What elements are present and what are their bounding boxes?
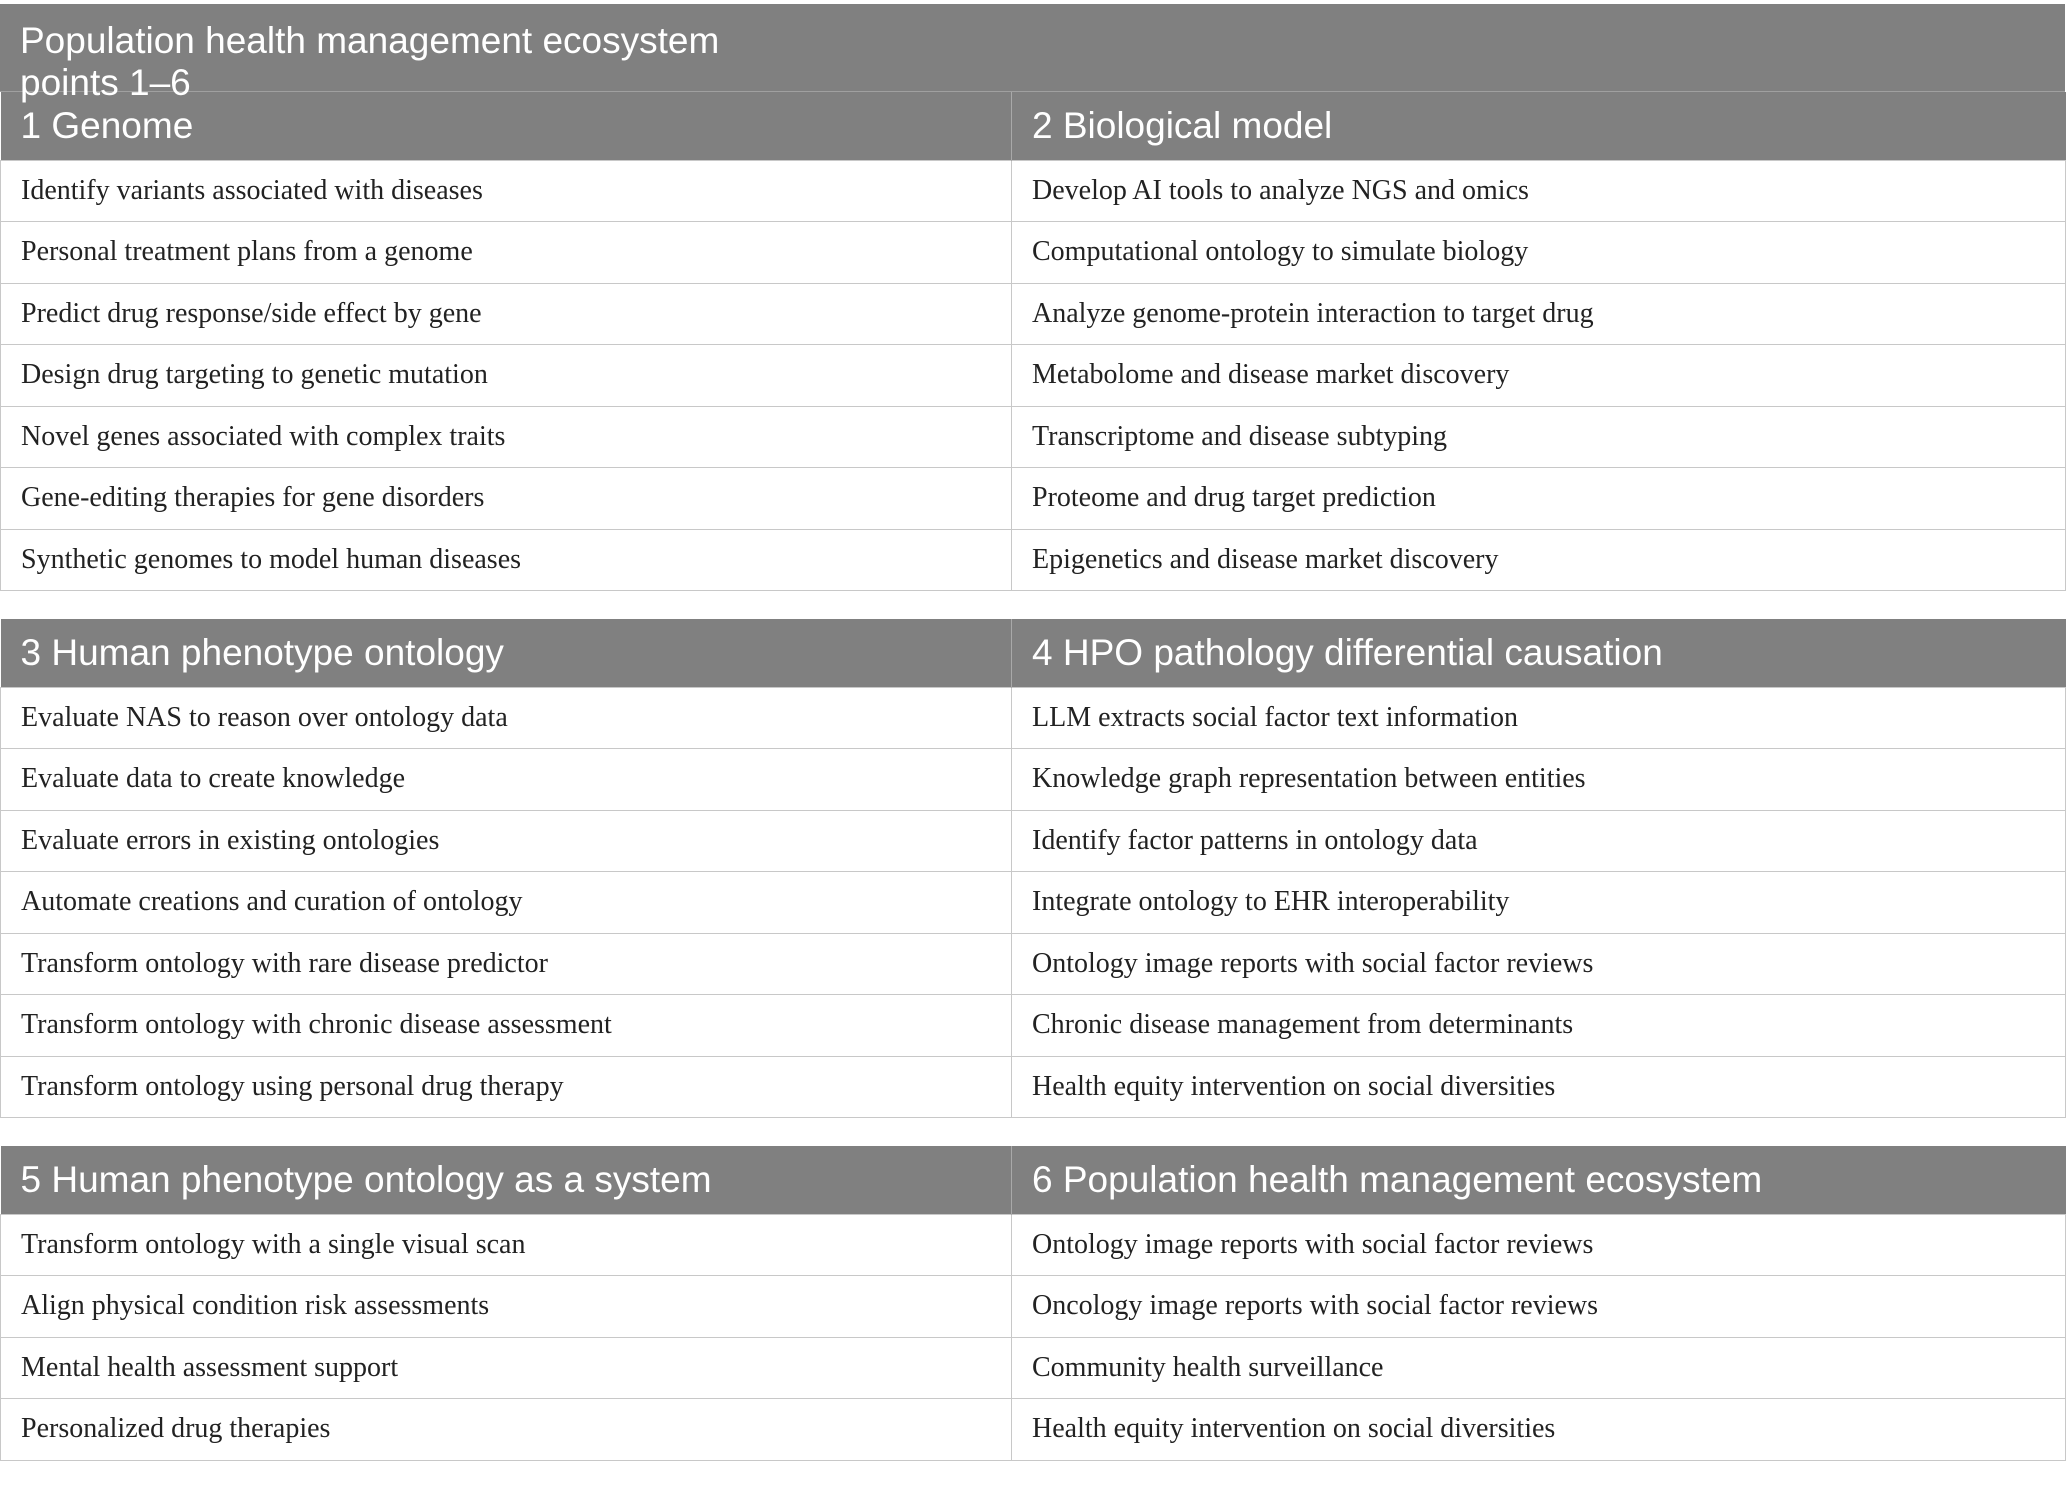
table-cell-right: Ontology image reports with social factor reviews [1012,933,2066,995]
table-cell-left: Align physical condition risk assessments [1,1276,1012,1338]
table-cell-left: Evaluate errors in existing ontologies [1,810,1012,872]
table-row [1,345,2066,407]
table-cell-right: Develop AI tools to analyze NGS and omics [1012,160,2066,222]
section-gap [0,1118,2065,1146]
section-table-2 [0,619,2066,1118]
table-cell-left: Transform ontology with rare disease predictor [1,933,1012,995]
table-cell-left: Novel genes associated with complex traits [1,406,1012,468]
table-cell-left: Automate creations and curation of ontology [1,872,1012,934]
table-cell-left: Design drug targeting to genetic mutation [1,345,1012,407]
table-cell-left: Personalized drug therapies [1,1399,1012,1461]
table-cell-left: Synthetic genomes to model human diseases [1,529,1012,591]
table-row [1,222,2066,284]
section-header-right: 2 Biological model [1012,92,2066,160]
table-cell-right: Metabolome and disease market discovery [1012,345,2066,407]
section-header-row [1,1146,2066,1214]
table-row [1,1399,2066,1461]
table-row [1,749,2066,811]
table-cell-right: Health equity intervention on social diversities [1012,1056,2066,1118]
table-cell-right: Identify factor patterns in ontology data [1012,810,2066,872]
table-row [1,995,2066,1057]
table-row [1,1337,2066,1399]
table-row [1,687,2066,749]
table-cell-right: Ontology image reports with social factor reviews [1012,1214,2066,1276]
table-cell-left: Gene-editing therapies for gene disorders [1,468,1012,530]
table-title-line-2: points 1–6 [20,62,191,103]
section-header-right: 4 HPO pathology differential causation [1012,619,2066,687]
section-table-3 [0,1146,2066,1461]
section-gap [0,591,2065,619]
table-row [1,283,2066,345]
table-cell-right: Transcriptome and disease subtyping [1012,406,2066,468]
table-cell-right: Analyze genome-protein interaction to target drug [1012,283,2066,345]
table-cell-right: Knowledge graph representation between entities [1012,749,2066,811]
table-cell-left: Transform ontology using personal drug therapy [1,1056,1012,1118]
table-row [1,160,2066,222]
table-row [1,1056,2066,1118]
section-header-left: 3 Human phenotype ontology [1,619,1012,687]
table-row [1,933,2066,995]
table-cell-right: Proteome and drug target prediction [1012,468,2066,530]
table-row [1,406,2066,468]
table-title [0,4,2065,103]
table-row [1,529,2066,591]
section-header-left: 5 Human phenotype ontology as a system [1,1146,1012,1214]
section-header-right: 6 Population health management ecosystem [1012,1146,2066,1214]
table-cell-left: Identify variants associated with diseases [1,160,1012,222]
table-cell-right: Integrate ontology to EHR interoperability [1012,872,2066,934]
table-cell-right: Community health surveillance [1012,1337,2066,1399]
table-cell-left: Evaluate data to create knowledge [1,749,1012,811]
table-cell-left: Transform ontology with a single visual scan [1,1214,1012,1276]
table-cell-left: Mental health assessment support [1,1337,1012,1399]
table-cell-right: Computational ontology to simulate biology [1012,222,2066,284]
section-table-1 [0,92,2066,591]
table-cell-right: Oncology image reports with social factor reviews [1012,1276,2066,1338]
table-cell-left: Personal treatment plans from a genome [1,222,1012,284]
table-cell-right: Health equity intervention on social diversities [1012,1399,2066,1461]
section-header-row [1,619,2066,687]
table-sections [0,92,2065,1461]
table-cell-left: Predict drug response/side effect by gene [1,283,1012,345]
table-cell-right: Chronic disease management from determinants [1012,995,2066,1057]
table-row [1,1276,2066,1338]
table-row [1,810,2066,872]
table-row [1,468,2066,530]
table-cell-left: Evaluate NAS to reason over ontology data [1,687,1012,749]
table-cell-right: LLM extracts social factor text information [1012,687,2066,749]
table-cell-right: Epigenetics and disease market discovery [1012,529,2066,591]
table-row [1,872,2066,934]
table-row [1,1214,2066,1276]
section-header-left: 1 Genome [1,92,1012,160]
section-header-row [1,92,2066,160]
table-title-line-1: Population health management ecosystem [20,20,720,61]
table-cell-left: Transform ontology with chronic disease assessment [1,995,1012,1057]
ecosystem-table [0,4,2065,1461]
